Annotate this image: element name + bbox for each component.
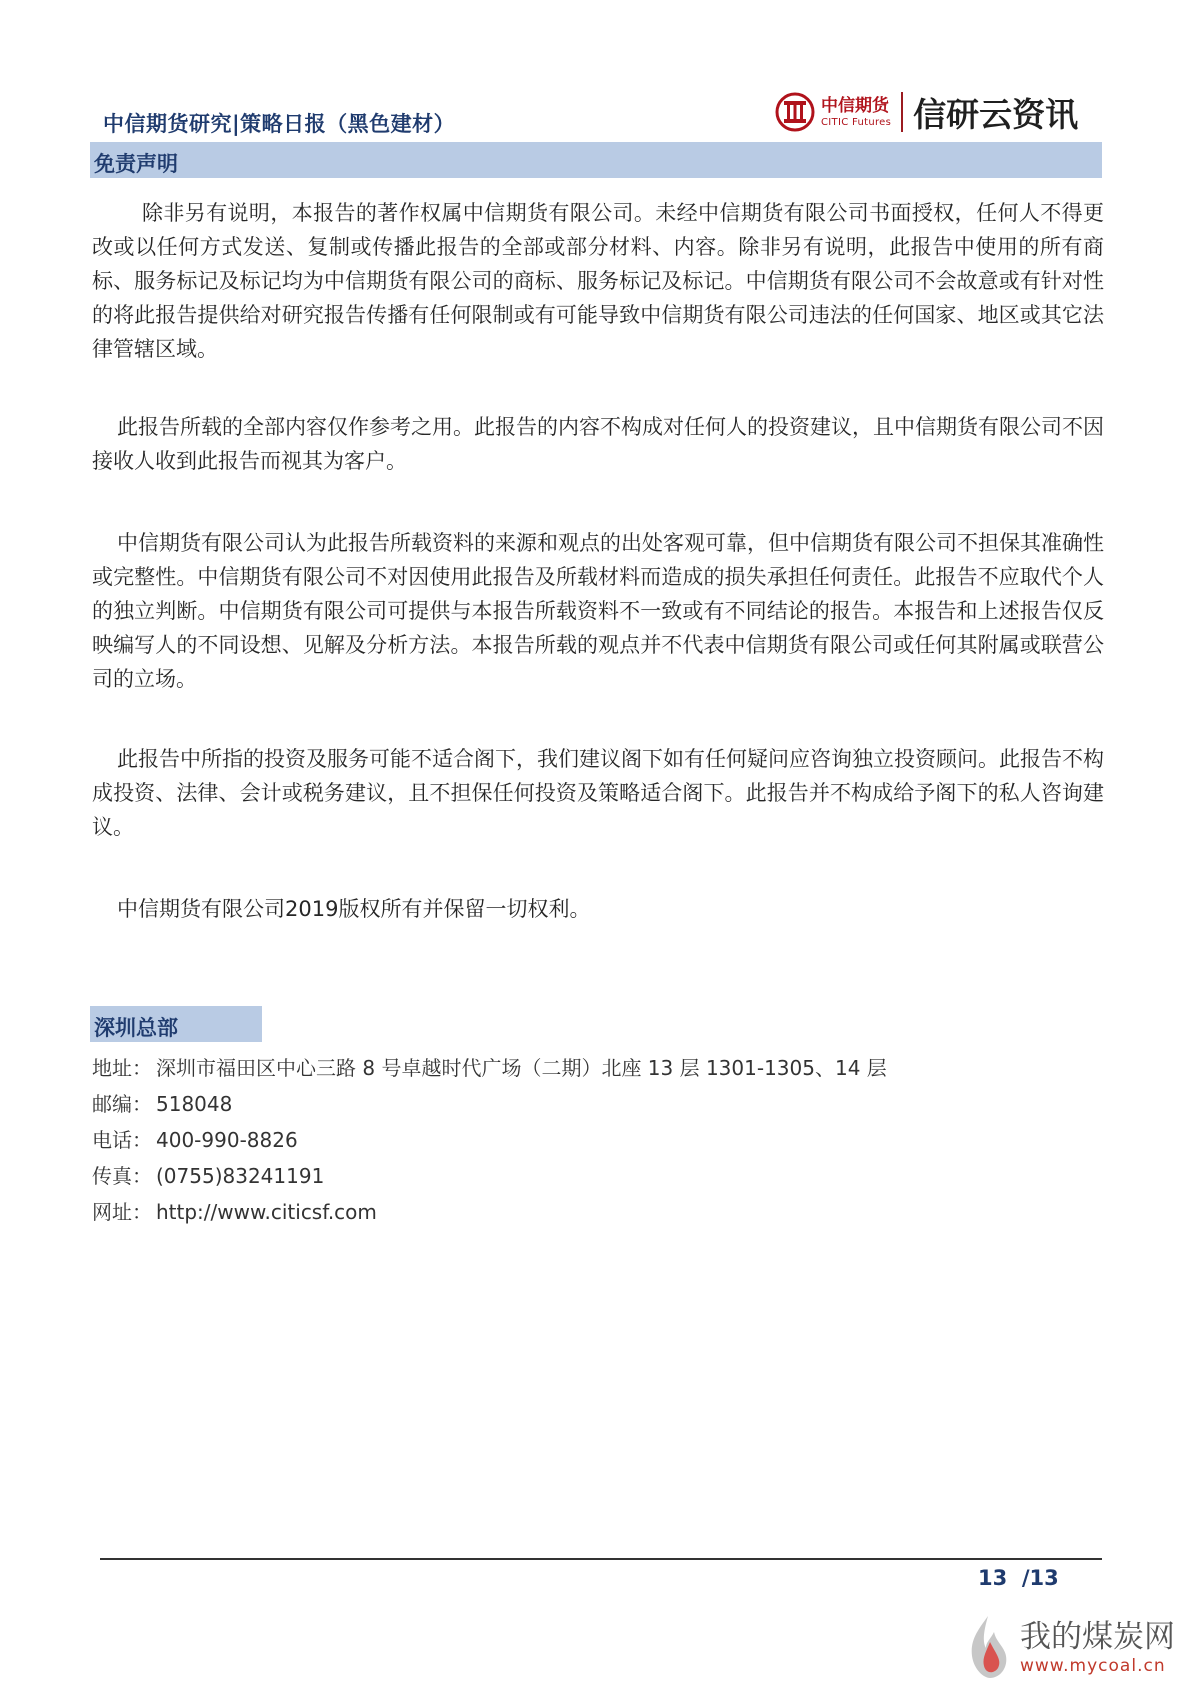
hq-heading-bar: [90, 1006, 262, 1042]
citic-logo: [775, 88, 1078, 136]
disclaimer-paragraph: 此报告中所指的投资及服务可能不适合阁下，我们建议阁下如有任何疑问应咨询独立投资顾问。此报告不构成投资、法律、会计或税务建议，且不担保任何投资及策略适合阁下。此报告并不构成给予阁下的私人咨询建议。: [92, 747, 1104, 839]
disclaimer-paragraph: 此报告所载的全部内容仅作参考之用。此报告的内容不构成对任何人的投资建议，且中信期货有限公司不因接收人收到此报告而视其为客户。: [92, 415, 1104, 473]
contact-fax: [92, 1158, 887, 1194]
hq-heading: 深圳总部: [94, 1016, 178, 1040]
contact-value: 518048: [156, 1092, 233, 1116]
mycoal-watermark: [960, 1612, 1175, 1682]
disclaimer-heading-bar: [90, 142, 1102, 178]
website-link[interactable]: http://www.citicsf.com: [156, 1200, 377, 1224]
copyright-paragraph: 中信期货有限公司2019版权所有并保留一切权利。: [117, 897, 591, 921]
watermark-site-name: 我的煤炭网: [1020, 1619, 1175, 1655]
brand-name: 信研云资讯: [913, 94, 1079, 134]
logo-chinese-name: 中信期货: [821, 95, 889, 116]
flame-icon: [960, 1612, 1016, 1682]
contact-value: 400-990-8826: [156, 1128, 298, 1152]
contact-phone: [92, 1122, 887, 1158]
contact-value: 深圳市福田区中心三路 8 号卓越时代广场（二期）北座 13 层 1301-1305、14 层: [156, 1056, 887, 1080]
contact-postcode: [92, 1086, 887, 1122]
disclaimer-paragraph: 中信期货有限公司认为此报告所载资料的来源和观点的出处客观可靠，但中信期货有限公司不担保其准确性或完整性。中信期货有限公司不对因使用此报告及所载材料而造成的损失承担任何责任。此报告不应取代个人的独立判断。中信期货有限公司可提供与本报告所载资料不一致或有不同结论的报告。本报告和上述报告仅反映编写人的不同设想、见解及分析方法。本报告所载的观点并不代表中信期货有限公司或任何其附属或联营公司的立场。: [92, 531, 1104, 691]
citic-emblem-icon: [775, 92, 815, 132]
contact-label: 地址：: [92, 1056, 152, 1080]
watermark-url: www.mycoal.cn: [1020, 1656, 1166, 1676]
disclaimer-paragraph: 除非另有说明，本报告的著作权属中信期货有限公司。未经中信期货有限公司书面授权，任何人不得更改或以任何方式发送、复制或传播此报告的全部或部分材料、内容。除非另有说明，此报告中使用的所有商标、服务标记及标记均为中信期货有限公司的商标、服务标记及标记。中信期货有限公司不会故意或有针对性的将此报告提供给对研究报告传播有任何限制或有可能导致中信期货有限公司违法的任何国家、地区或其它法律管辖区域。: [92, 201, 1104, 361]
contact-value: (0755)83241191: [156, 1164, 325, 1188]
contact-label: 邮编：: [92, 1092, 152, 1116]
contact-label: 传真：: [92, 1164, 152, 1188]
contact-list: [92, 1050, 887, 1230]
page-header-title: 中信期货研究|策略日报（黑色建材）: [103, 112, 456, 136]
contact-label: 电话：: [92, 1128, 152, 1152]
disclaimer-heading: 免责声明: [94, 152, 178, 176]
contact-website: [92, 1194, 887, 1230]
footer-divider: [100, 1558, 1102, 1560]
page-number: 13 /13: [978, 1566, 1059, 1590]
contact-label: 网址：: [92, 1200, 152, 1224]
logo-english-name: CITIC Futures: [821, 116, 892, 128]
logo-divider: [901, 92, 903, 132]
contact-address: [92, 1050, 887, 1086]
